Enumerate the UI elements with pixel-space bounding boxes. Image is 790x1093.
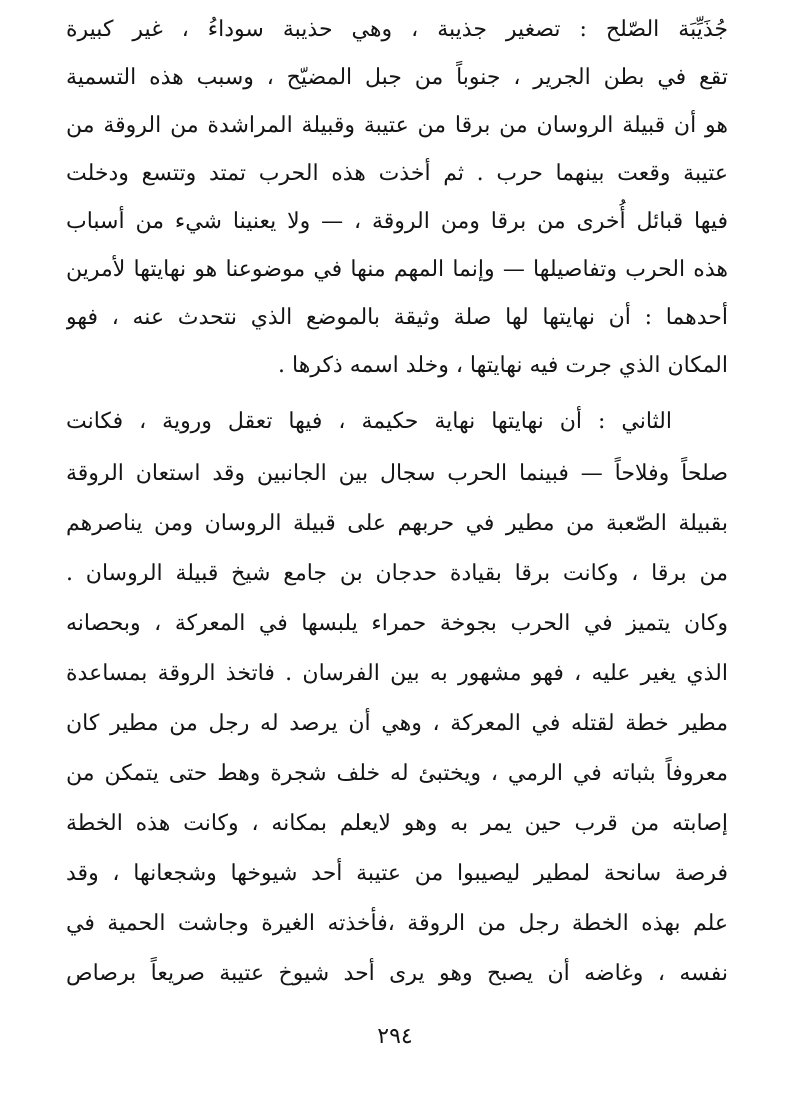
text-line-5: فيها قبائل أُخرى من برقا ومن الروقة ، — ولا يعنينا شيء من أسباب <box>66 209 728 234</box>
text-line-6: هذه الحرب وتفاصيلها — وإنما المهم منها في موضوعنا هو نهايتها لأمرين <box>66 257 728 282</box>
text-line-2: تقع في بطن الجرير ، جنوباً من جبل المضيّح ، وسبب هذه التسمية <box>66 65 728 90</box>
text-line-4: عتيبة وقعت بينهما حرب . ثم أخذت هذه الحرب تمتد وتتسع ودخلت <box>66 161 728 186</box>
text-line-1: جُذَيِّبَة الصّلح : تصغير جذيبة ، وهي حذيبة سوداءُ ، غير كبيرة <box>66 17 728 42</box>
text-line-12: من برقا ، وكانت برقا بقيادة حدجان بن جامع شيخ قبيلة الروسان . <box>66 561 728 586</box>
text-line-16: معروفاً بثباته في الرمي ، ويختبئ له خلف شجرة وهط حتى يتمكن من <box>66 761 728 786</box>
text-line-7: أحدهما : أن نهايتها لها صلة وثيقة بالموضع الذي نتحدث عنه ، فهو <box>66 305 728 330</box>
page-number: ٢٩٤ <box>377 1024 413 1049</box>
text-line-20: نفسه ، وغاضه أن يصبح وهو يرى أحد شيوخ عتيبة صريعاً برصاص <box>66 961 728 986</box>
text-line-9: الثاني : أن نهايتها نهاية حكيمة ، فيها تعقل وروية ، فكانت <box>66 409 672 434</box>
text-line-18: فرصة سانحة لمطير ليصيبوا من عتيبة أحد شيوخها وشجعانها ، وقد <box>66 861 728 886</box>
text-line-3: هو أن قبيلة الروسان من برقا من عتيبة وقبيلة المراشدة من الروقة من <box>66 113 728 138</box>
text-line-10: صلحاً وفلاحاً — فبينما الحرب سجال بين الجانبين وقد استعان الروقة <box>66 461 728 486</box>
text-line-15: مطير خطة لقتله في المعركة ، وهي أن يرصد له رجل من مطير كان <box>66 711 728 736</box>
text-line-14: الذي يغير عليه ، فهو مشهور به بين الفرسان . فاتخذ الروقة بمساعدة <box>66 661 728 686</box>
text-line-8: المكان الذي جرت فيه نهايتها ، وخلد اسمه ذكرها . <box>278 353 728 378</box>
text-line-11: بقبيلة الصّعبة من مطير في حربهم على قبيلة الروسان ومن يناصرهم <box>66 511 728 536</box>
text-line-17: إصابته من قرب حين يمر به وهو لايعلم بمكانه ، وكانت هذه الخطة <box>66 811 728 836</box>
text-line-13: وكان يتميز في الحرب بجوخة حمراء يلبسها في المعركة ، وبحصانه <box>66 611 728 636</box>
text-line-19: علم بهذه الخطة رجل من الروقة ،فأخذته الغيرة وجاشت الحمية في <box>66 911 728 936</box>
